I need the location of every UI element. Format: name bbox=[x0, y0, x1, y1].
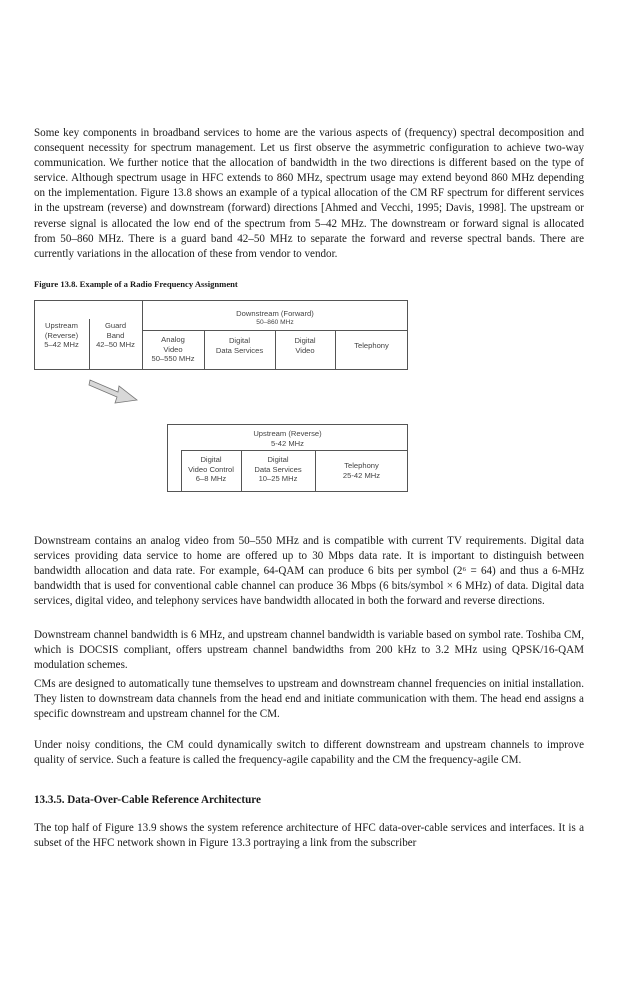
section-heading: 13.3.5. Data-Over-Cable Reference Architecture bbox=[34, 794, 261, 806]
telephony-upstream-label: Telephony 25-42 MHz bbox=[342, 461, 381, 480]
analog-video-label: Analog Video 50–550 MHz bbox=[151, 335, 195, 364]
paragraph-frequency-agile: Under noisy conditions, the CM could dynamically switch to different downstream and upstream channels to improve quality of service. Such a feature is called the frequency-agile capability and the CM the frequency-agile CM. bbox=[34, 739, 584, 767]
paragraph-spectrum-intro: Some key components in broadband services to home are the various aspects of (frequency) spectral decomposition and consequent necessity for spectrum management. Let us first observe the asymmetric configuration to achieve two-way communication. We further notice that the allocation of bandwidth in the two directions is different based on the type of service. Although spectrum usage in HFC extends to 860 MHz, spectrum usage may extend beyond 860 MHz depending on the implementation. Figure 13.8 shows an example of a typical allocation of the CM RF spectrum for different services in the upstream (reverse) and downstream (forward) directions [Ahmed and Vecchi, 1995; Davis, 1998]. The upstream or reverse signal is allocated the low end of the spectrum from 5–42 MHz. The downstream or forward signal is allocated from 50–860 MHz. There is a guard band 42–50 MHz to separate the forward and reverse spectral bands. There are currently variations in the allocation of these from vendor to vendor. bbox=[34, 127, 584, 260]
downstream-forward-label: Downstream (Forward) 50–860 MHz bbox=[236, 309, 314, 326]
telephony-label: Telephony bbox=[354, 341, 389, 350]
digital-video-label: Digital Video bbox=[294, 336, 316, 355]
digital-data-services-label: Digital Data Services bbox=[215, 336, 264, 355]
upstream-reverse-title: Upstream (Reverse) 5-42 MHz bbox=[253, 429, 322, 448]
digital-data-services-upstream-label: Digital Data Services 10–25 MHz bbox=[254, 455, 302, 484]
paragraph-cm-tuning: CMs are designed to automatically tune themselves to upstream and downstream channel frequencies on initial installation. They listen to downstream data channels from the head end and initiate communication with them. The head end assigns a specific downstream and upstream channel for the CM. bbox=[34, 678, 584, 721]
guard-band-label: Guard Band 42–50 MHz bbox=[96, 321, 135, 350]
digital-video-control-label: Digital Video Control 6–8 MHz bbox=[188, 455, 234, 484]
upstream-header-divider bbox=[181, 450, 408, 451]
figure-caption: Figure 13.8. Example of a Radio Frequency Assignment bbox=[34, 279, 238, 289]
arrow-down-right-icon bbox=[88, 372, 140, 404]
paragraph-channel-bandwidth: Downstream channel bandwidth is 6 MHz, and upstream channel bandwidth is variable based on symbol rate. Toshiba CM, which is DOCSIS compliant, offers upstream channel bandwidths from 200 kHz to 3.2 MHz using QPSK/16-QAM modulation schemes. bbox=[34, 629, 584, 672]
paragraph-reference-architecture: The top half of Figure 13.9 shows the system reference architecture of HFC data-over-cable services and interfaces. It is a subset of the HFC network shown in Figure 13.3 portraying a link from the subscriber bbox=[34, 822, 584, 850]
upstream-reverse-label: Upstream (Reverse) 5–42 MHz bbox=[44, 321, 79, 350]
paragraph-downstream: Downstream contains an analog video from 50–550 MHz and is compatible with current TV requirements. Digital data services providing data service to home are offered up to 30 Mbps data rate. It is important to distinguish between bandwidth allocation and data rate. For example, 64-QAM can produce 6 bits per symbol (2⁶ = 64) and thus a 6-MHz bandwidth that is used for conventional cable channel can produce 36 Mbps (6 bits/symbol × 6 MHz) of data. Digital data services, digital video, and telephony services have bandwidth allocated in both the forward and reverse directions. bbox=[34, 535, 584, 608]
